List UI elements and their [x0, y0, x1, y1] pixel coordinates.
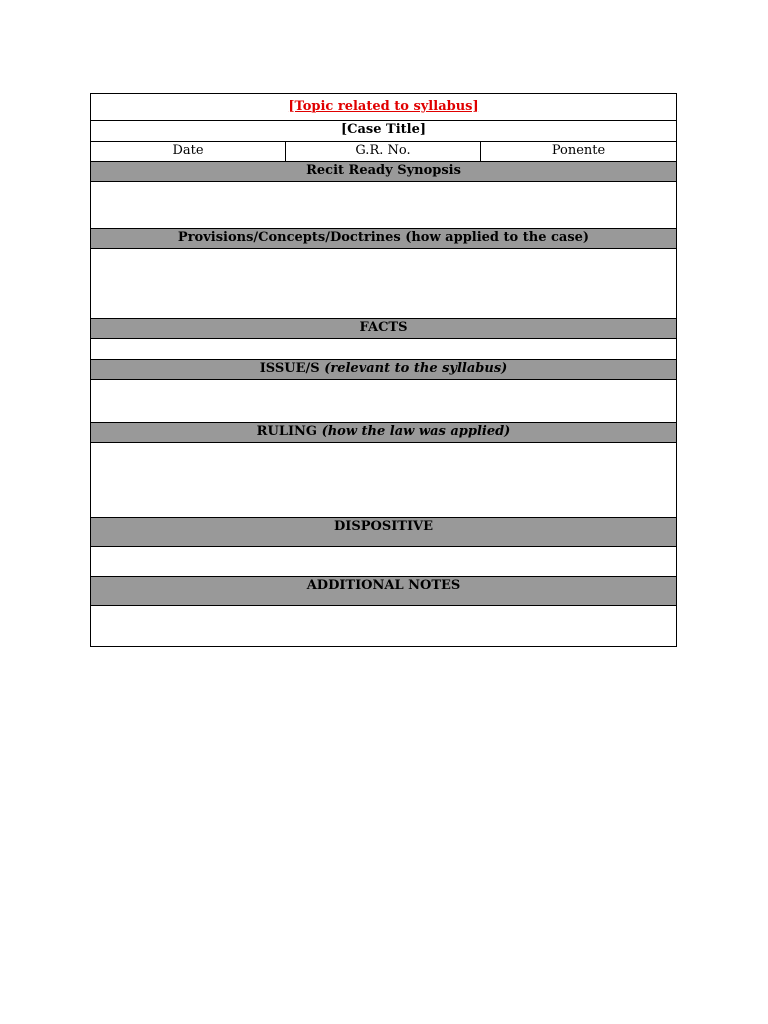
synopsis-header: Recit Ready Synopsis: [91, 162, 677, 182]
issue-label: ISSUE/S: [259, 361, 320, 376]
case-digest-table: [90, 93, 677, 647]
ruling-header: [91, 423, 677, 443]
ruling-note: (how the law was applied): [321, 424, 511, 439]
additional-notes-body: [91, 606, 677, 647]
ponente-cell: Ponente: [481, 142, 677, 162]
issue-note: (relevant to the syllabus): [324, 361, 508, 376]
issue-body: [91, 380, 677, 423]
additional-notes-header: ADDITIONAL NOTES: [91, 577, 677, 606]
dispositive-body: [91, 547, 677, 577]
provisions-body: [91, 249, 677, 319]
dispositive-header: DISPOSITIVE: [91, 518, 677, 547]
date-cell: Date: [91, 142, 286, 162]
synopsis-body: [91, 182, 677, 229]
provisions-header: Provisions/Concepts/Doctrines (how applied to the case): [91, 229, 677, 249]
case-title: [Case Title]: [91, 121, 677, 142]
ruling-label: RULING: [256, 424, 318, 439]
ruling-body: [91, 443, 677, 518]
facts-header: FACTS: [91, 319, 677, 339]
topic-cell: [91, 94, 677, 121]
facts-body: [91, 339, 677, 360]
gr-no-cell: G.R. No.: [286, 142, 481, 162]
topic-text: [Topic related to syllabus]: [288, 99, 479, 114]
issue-header: [91, 360, 677, 380]
